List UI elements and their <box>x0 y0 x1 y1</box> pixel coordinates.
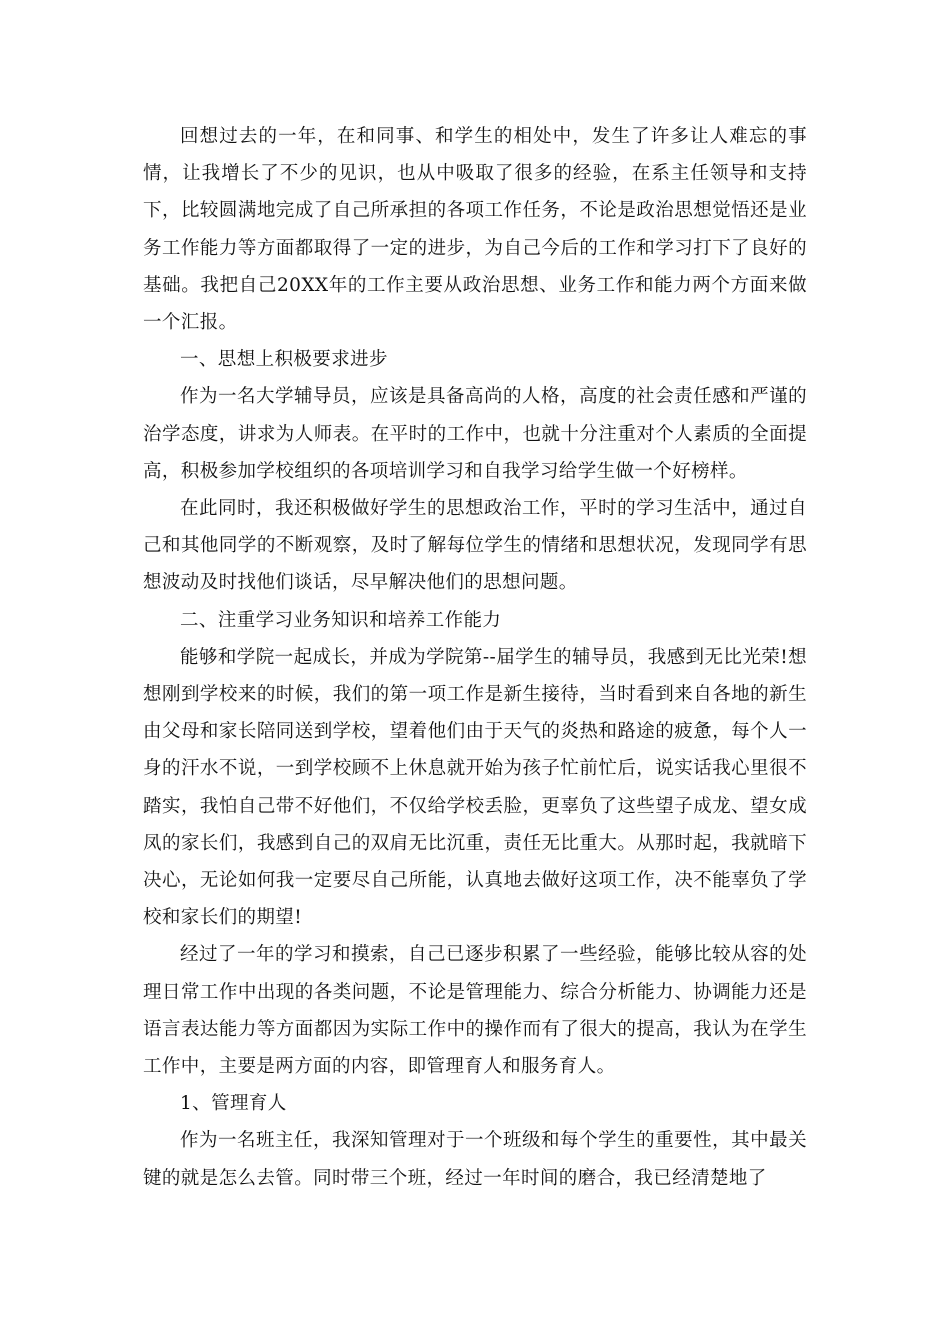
paragraph-ideological-work: 在此同时，我还积极做好学生的思想政治工作，平时的学习生活中，通过自己和其他同学的不断观察，及时了解每位学生的情绪和思想状况，发现同学有思想波动及时找他们谈话，尽早解决他们的思想问题。 <box>143 498 807 594</box>
document-page <box>143 118 807 1197</box>
paragraph-experience: 经过了一年的学习和摸索，自己已逐步积累了一些经验，能够比较从容的处理日常工作中出现的各类问题，不论是管理能力、综合分析能力、协调能力还是语言表达能力等方面都因为实际工作中的操作而有了很大的提高，我认为在学生工作中，主要是两方面的内容，即管理育人和服务育人。 <box>143 944 807 1078</box>
paragraph-counselor-role: 作为一名大学辅导员，应该是具备高尚的人格，高度的社会责任感和严谨的治学态度，讲求为人师表。在平时的工作中，也就十分注重对个人素质的全面提高，积极参加学校组织的各项培训学习和自我学习给学生做一个好榜样。 <box>143 386 807 482</box>
subsection-heading-management: 1、管理育人 <box>180 1093 287 1115</box>
section-heading-1: 一、思想上积极要求进步 <box>180 349 388 371</box>
paragraph-intro: 回想过去的一年，在和同事、和学生的相处中，发生了许多让人难忘的事情，让我增长了不少的见识，也从中吸取了很多的经验，在系主任领导和支持下，比较圆满地完成了自己所承担的各项工作任务，不论是政治思想觉悟还是业务工作能力等方面都取得了一定的进步，为自己今后的工作和学习打下了良好的基础。我把自己20XX年的工作主要从政治思想、业务工作和能力两个方面来做一个汇报。 <box>143 126 807 334</box>
paragraph-class-teacher: 作为一名班主任，我深知管理对于一个班级和每个学生的重要性，其中最关键的就是怎么去管。同时带三个班，经过一年时间的磨合，我已经清楚地了 <box>143 1130 807 1189</box>
section-heading-2: 二、注重学习业务知识和培养工作能力 <box>180 609 502 631</box>
paragraph-growing-with-college: 能够和学院一起成长，并成为学院第--届学生的辅导员，我感到无比光荣!想想刚到学校来的时候，我们的第一项工作是新生接待，当时看到来自各地的新生由父母和家长陪同送到学校，望着他们由于天气的炎热和路途的疲惫，每个人一身的汗水不说，一到学校顾不上休息就开始为孩子忙前忙后，说实话我心里很不踏实，我怕自己带不好他们，不仅给学校丢脸，更辜负了这些望子成龙、望女成凤的家长们，我感到自己的双肩无比沉重，责任无比重大。从那时起，我就暗下决心，无论如何我一定要尽自己所能，认真地去做好这项工作，决不能辜负了学校和家长们的期望! <box>143 646 807 929</box>
